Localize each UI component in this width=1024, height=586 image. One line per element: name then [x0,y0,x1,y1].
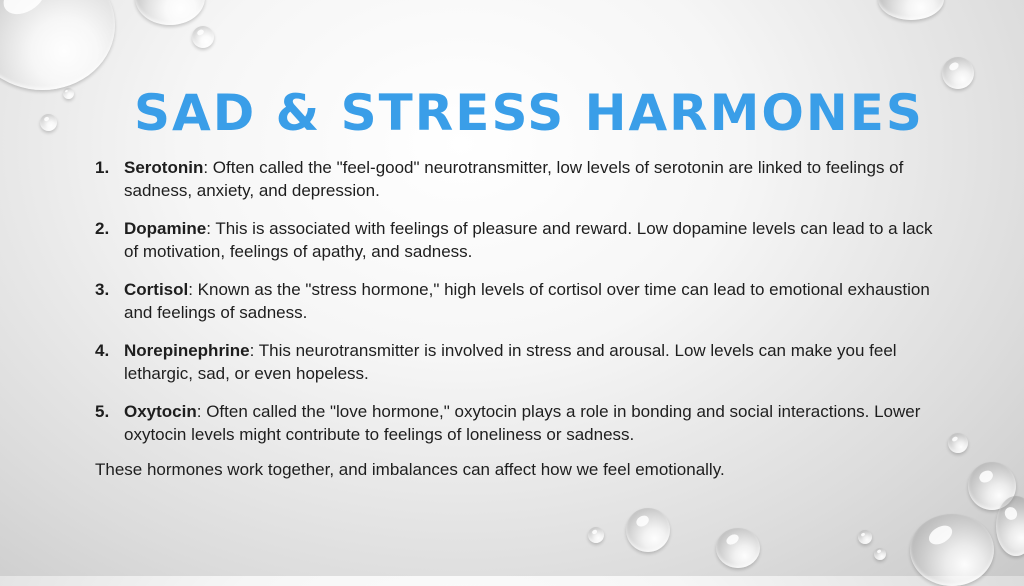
water-drop [874,548,886,560]
item-term: Cortisol [124,280,189,299]
list-item [95,339,935,385]
item-number: 3. [95,280,110,299]
item-text: : This neurotransmitter is involved in stress and arousal. Low levels can make you feel lethargic, sad, or even hopeless. [124,341,897,383]
item-term: Dopamine [124,219,207,238]
water-drop [948,433,968,453]
item-text: : Often called the "feel-good" neurotransmitter, low levels of serotonin are linked to feelings of sadness, anxiety, and depression. [124,158,904,200]
list-item [95,278,935,324]
item-term: Norepinephrine [124,341,250,360]
item-number: 5. [95,402,110,421]
list-item [95,400,935,446]
list-item [95,156,935,202]
slide-title: SAD & STRESS HARMONES [134,84,924,142]
item-text: : Often called the "love hormone," oxytocin plays a role in bonding and social interactions. Lower oxytocin levels might contribute to feelings of loneliness or sadness. [124,402,921,444]
water-drop [626,508,670,552]
hormone-list [95,156,935,446]
water-drop [0,0,115,90]
water-drop [135,0,205,25]
water-drop [858,530,872,544]
item-term: Serotonin [124,158,204,177]
item-number: 4. [95,341,110,360]
item-text: : Known as the "stress hormone," high levels of cortisol over time can lead to emotional exhaustion and feelings of sadness. [124,280,930,322]
item-number: 2. [95,219,110,238]
water-drop [910,514,994,586]
item-term: Oxytocin [124,402,197,421]
slide-body [95,156,935,481]
water-drop [878,0,944,20]
water-drop [588,527,604,543]
water-drop [996,496,1024,556]
summary-text: These hormones work together, and imbalances can affect how we feel emotionally. [95,460,725,479]
item-text: : This is associated with feelings of pleasure and reward. Low dopamine levels can lead to a lack of motivation, feelings of apathy, and sadness. [124,219,933,261]
water-drop [716,528,760,568]
water-drop [192,26,214,48]
item-number: 1. [95,158,110,177]
list-item [95,217,935,263]
